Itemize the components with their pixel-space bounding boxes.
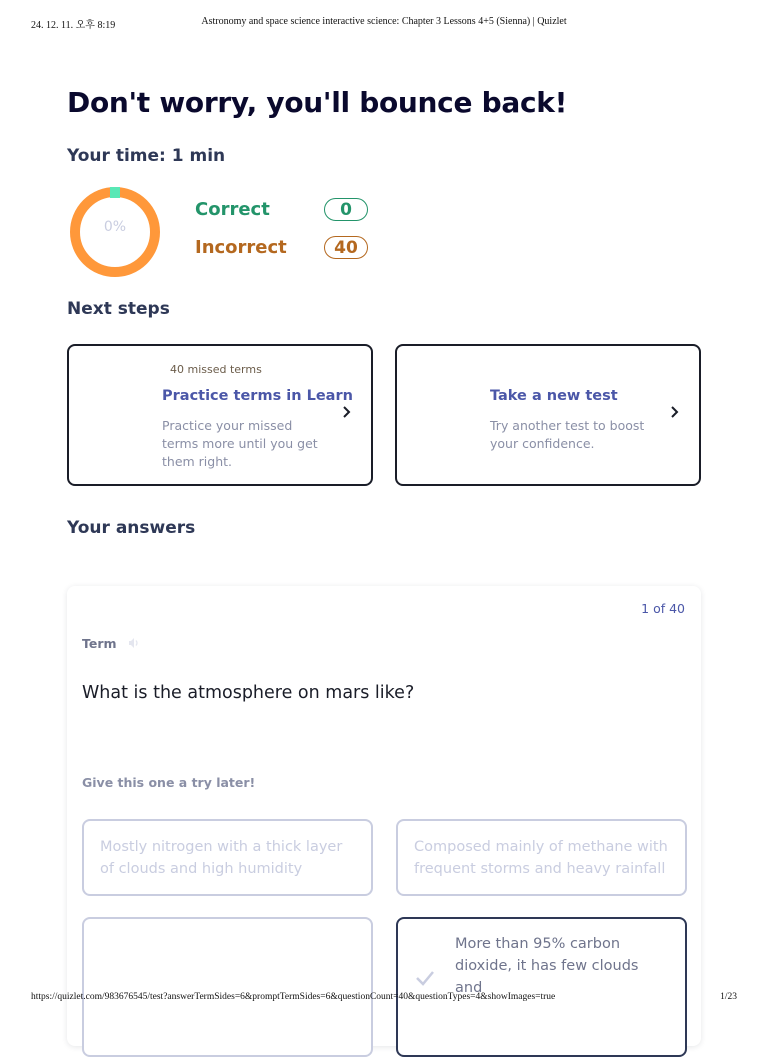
question-card: [67, 586, 701, 1046]
question-counter: 1 of 40: [641, 601, 685, 616]
missed-terms-tag: 40 missed terms: [170, 363, 262, 376]
next-steps-title: Next steps: [67, 299, 170, 319]
practice-learn-title: Practice terms in Learn: [162, 388, 353, 404]
new-test-title: Take a new test: [490, 388, 618, 404]
donut-marker: [110, 187, 120, 198]
incorrect-label: Incorrect: [195, 237, 287, 258]
incorrect-count-badge: 40: [324, 236, 368, 259]
correct-count-badge: 0: [324, 198, 368, 221]
answer-option[interactable]: Mostly nitrogen with a thick layer of clouds and high humidity: [82, 819, 373, 896]
practice-learn-description: Practice your missed terms more until you get them right.: [162, 418, 318, 469]
answer-option[interactable]: Composed mainly of methane with frequent storms and heavy rainfall: [396, 819, 687, 896]
print-date: 24. 12. 11. 오후 8:19: [31, 20, 116, 31]
practice-learn-card[interactable]: [67, 344, 373, 486]
chevron-right-icon: [669, 404, 681, 420]
answer-option[interactable]: [82, 917, 373, 1057]
try-later-hint: Give this one a try later!: [82, 775, 256, 790]
new-test-card[interactable]: [395, 344, 701, 486]
your-answers-title: Your answers: [67, 518, 196, 538]
term-label: Term: [82, 636, 117, 651]
question-text: What is the atmosphere on mars like?: [82, 683, 415, 703]
correct-answer-option[interactable]: [396, 917, 687, 1057]
print-header: [31, 16, 737, 32]
print-page-title: Astronomy and space science interactive science: Chapter 3 Lessons 4+5 (Sienna) | Quizlet: [201, 16, 567, 27]
result-headline: Don't worry, you'll bounce back!: [67, 86, 568, 119]
print-url: https://quizlet.com/983676545/test?answerTermSides=6&promptTermSides=6&questionCount=40&questionTypes=4&showImages=true: [31, 992, 556, 1002]
new-test-description: Try another test to boost your confidence.: [490, 418, 645, 451]
check-icon: [414, 967, 436, 989]
print-footer: [31, 992, 737, 1006]
time-taken: Your time: 1 min: [67, 146, 226, 166]
print-page-number: 1/23: [720, 992, 737, 1002]
correct-answer-text: More than 95% carbon dioxide, it has few clouds and: [455, 936, 639, 996]
chevron-right-icon: [341, 404, 353, 420]
speaker-icon[interactable]: [127, 636, 141, 650]
score-percent: 0%: [103, 219, 127, 235]
correct-label: Correct: [195, 199, 270, 220]
